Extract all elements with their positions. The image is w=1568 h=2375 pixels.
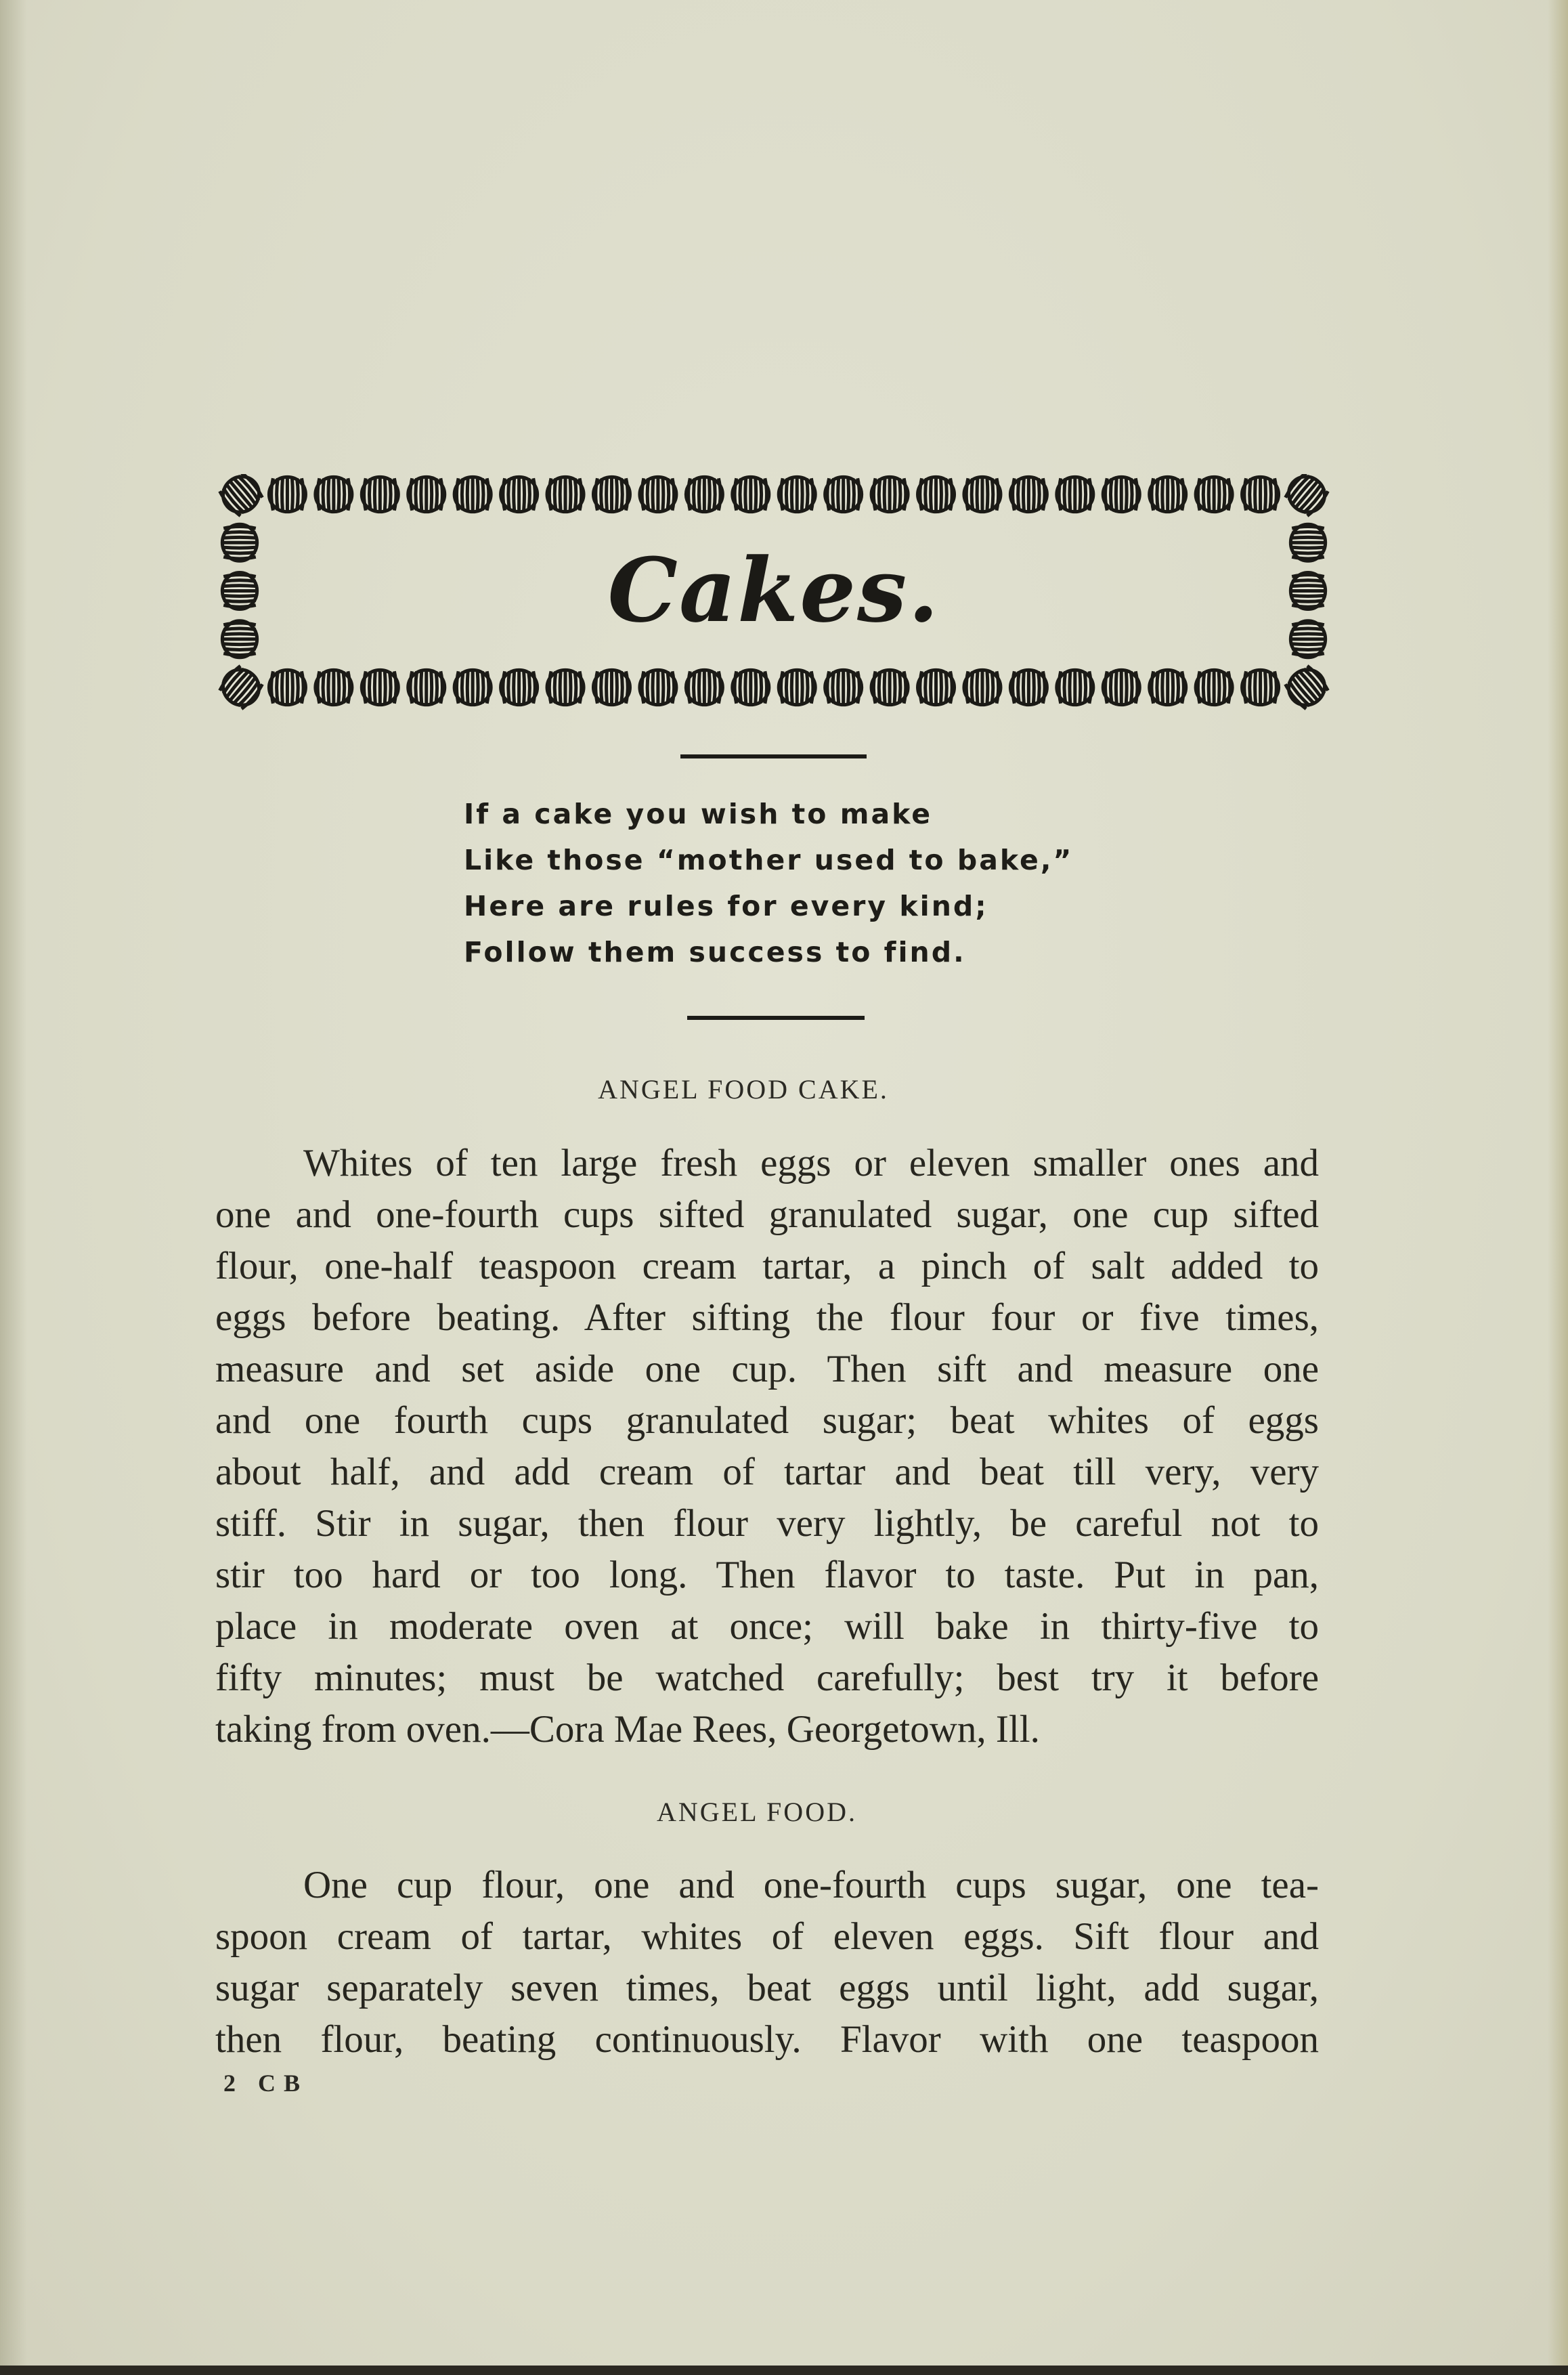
shell-ornament: [1057, 670, 1093, 704]
shell-ornament: [918, 477, 955, 511]
text-line: spoon cream of tartar, whites of eleven eggs. Sift flour and: [215, 1915, 1319, 1958]
page-bottom-edge: [0, 2366, 1568, 2375]
shell-ornament: [408, 670, 445, 704]
shell-ornament: [1057, 477, 1093, 511]
shell-ornament: [269, 477, 305, 511]
divider-rule: [680, 754, 867, 758]
title-frame: [215, 474, 1332, 718]
shell-ornament: [733, 670, 769, 704]
verse-line: If a cake you wish to make: [464, 798, 933, 830]
signature-mark: 2 CB: [223, 2070, 309, 2097]
verse-line: Follow them success to find.: [464, 936, 966, 968]
shell-ornament: [454, 477, 491, 511]
verse: [464, 791, 1344, 975]
shell-ornament: [825, 477, 862, 511]
text-line: measure and set aside one cup. Then sift and measure one: [215, 1348, 1319, 1390]
shell-ornament: [825, 670, 862, 704]
shell-ornament: [408, 477, 445, 511]
text-line: eggs before beating. After sifting the flour four or five times,: [215, 1296, 1319, 1339]
text-line: and one fourth cups granulated sugar; beat whites of eggs: [215, 1399, 1319, 1442]
page-edge: [1548, 0, 1568, 2375]
shell-ornament: [964, 670, 1001, 704]
shell-ornament: [593, 477, 630, 511]
shell-ornament: [733, 477, 769, 511]
shell-ornament: [640, 670, 676, 704]
shell-ornament: [362, 670, 398, 704]
shell-ornament: [1242, 670, 1279, 704]
text-line: place in moderate oven at once; will bake in thirty-five to: [215, 1605, 1319, 1648]
shell-ornament: [1242, 477, 1279, 511]
text-line: stir too hard or too long. Then flavor to taste. Put in pan,: [215, 1554, 1319, 1596]
shell-ornament: [779, 670, 815, 704]
text-line: one and one-fourth cups sifted granulated sugar, one cup sifted: [215, 1193, 1319, 1236]
shell-ornament: [686, 670, 722, 704]
text-line: stiff. Stir in sugar, then flour very lightly, be careful not to: [215, 1502, 1319, 1545]
shell-ornament: [454, 670, 491, 704]
shell-ornament: [964, 477, 1001, 511]
shell-ornament: [1010, 670, 1047, 704]
text-line: Whites of ten large fresh eggs or eleven smaller ones and: [303, 1142, 1319, 1184]
shell-ornament: [1010, 477, 1047, 511]
shell-ornament: [686, 477, 722, 511]
shell-ornament: [1103, 670, 1139, 704]
text-line: about half, and add cream of tartar and beat till very, very: [215, 1451, 1319, 1493]
shell-ornament: [1103, 477, 1139, 511]
spine-shadow: [0, 0, 27, 2375]
shell-ornament: [501, 670, 538, 704]
shell-ornament: [362, 477, 398, 511]
shell-ornament: [269, 670, 305, 704]
divider-rule: [687, 1016, 865, 1020]
shell-ornament: [918, 670, 955, 704]
shell-ornament: [547, 477, 584, 511]
recipe-text: [215, 1138, 1319, 1755]
shell-ornament: [1282, 662, 1332, 712]
recipe-heading: ANGEL FOOD CAKE.: [598, 1074, 889, 1105]
recipe-heading: ANGEL FOOD.: [657, 1797, 857, 1827]
text-line: sugar separately seven times, beat eggs until light, add sugar,: [215, 1967, 1319, 2009]
page-title: Cakes.: [607, 538, 940, 642]
shell-ornament: [871, 477, 908, 511]
shell-ornament: [779, 477, 815, 511]
shell-ornament: [640, 477, 676, 511]
shell-ornament: [315, 477, 352, 511]
text-line: then flour, beating continuously. Flavor with one teaspoon: [215, 2018, 1319, 2061]
shell-ornament: [315, 670, 352, 704]
shell-ornament: [1150, 670, 1186, 704]
text-line: fifty minutes; must be watched carefully; best try it before: [215, 1656, 1319, 1699]
shell-ornament: [871, 670, 908, 704]
verse-line: Like those “mother used to bake,”: [464, 844, 1074, 876]
recipe-text: [215, 1860, 1319, 2066]
shell-ornament: [216, 662, 266, 712]
shell-ornament: [1150, 477, 1186, 511]
shell-ornament: [1196, 670, 1232, 704]
shell-ornament: [216, 474, 266, 519]
shell-ornament: [501, 477, 538, 511]
shell-ornament: [1196, 477, 1232, 511]
text-line: One cup flour, one and one-fourth cups sugar, one tea-: [303, 1864, 1319, 1906]
text-line: taking from oven.—Cora Mae Rees, Georgetown, Ill.: [215, 1708, 1040, 1751]
shell-ornament: [1282, 474, 1332, 519]
verse-line: Here are rules for every kind;: [464, 890, 988, 922]
text-line: flour, one-half teaspoon cream tartar, a pinch of salt added to: [215, 1245, 1319, 1287]
shell-ornament: [593, 670, 630, 704]
shell-ornament: [547, 670, 584, 704]
